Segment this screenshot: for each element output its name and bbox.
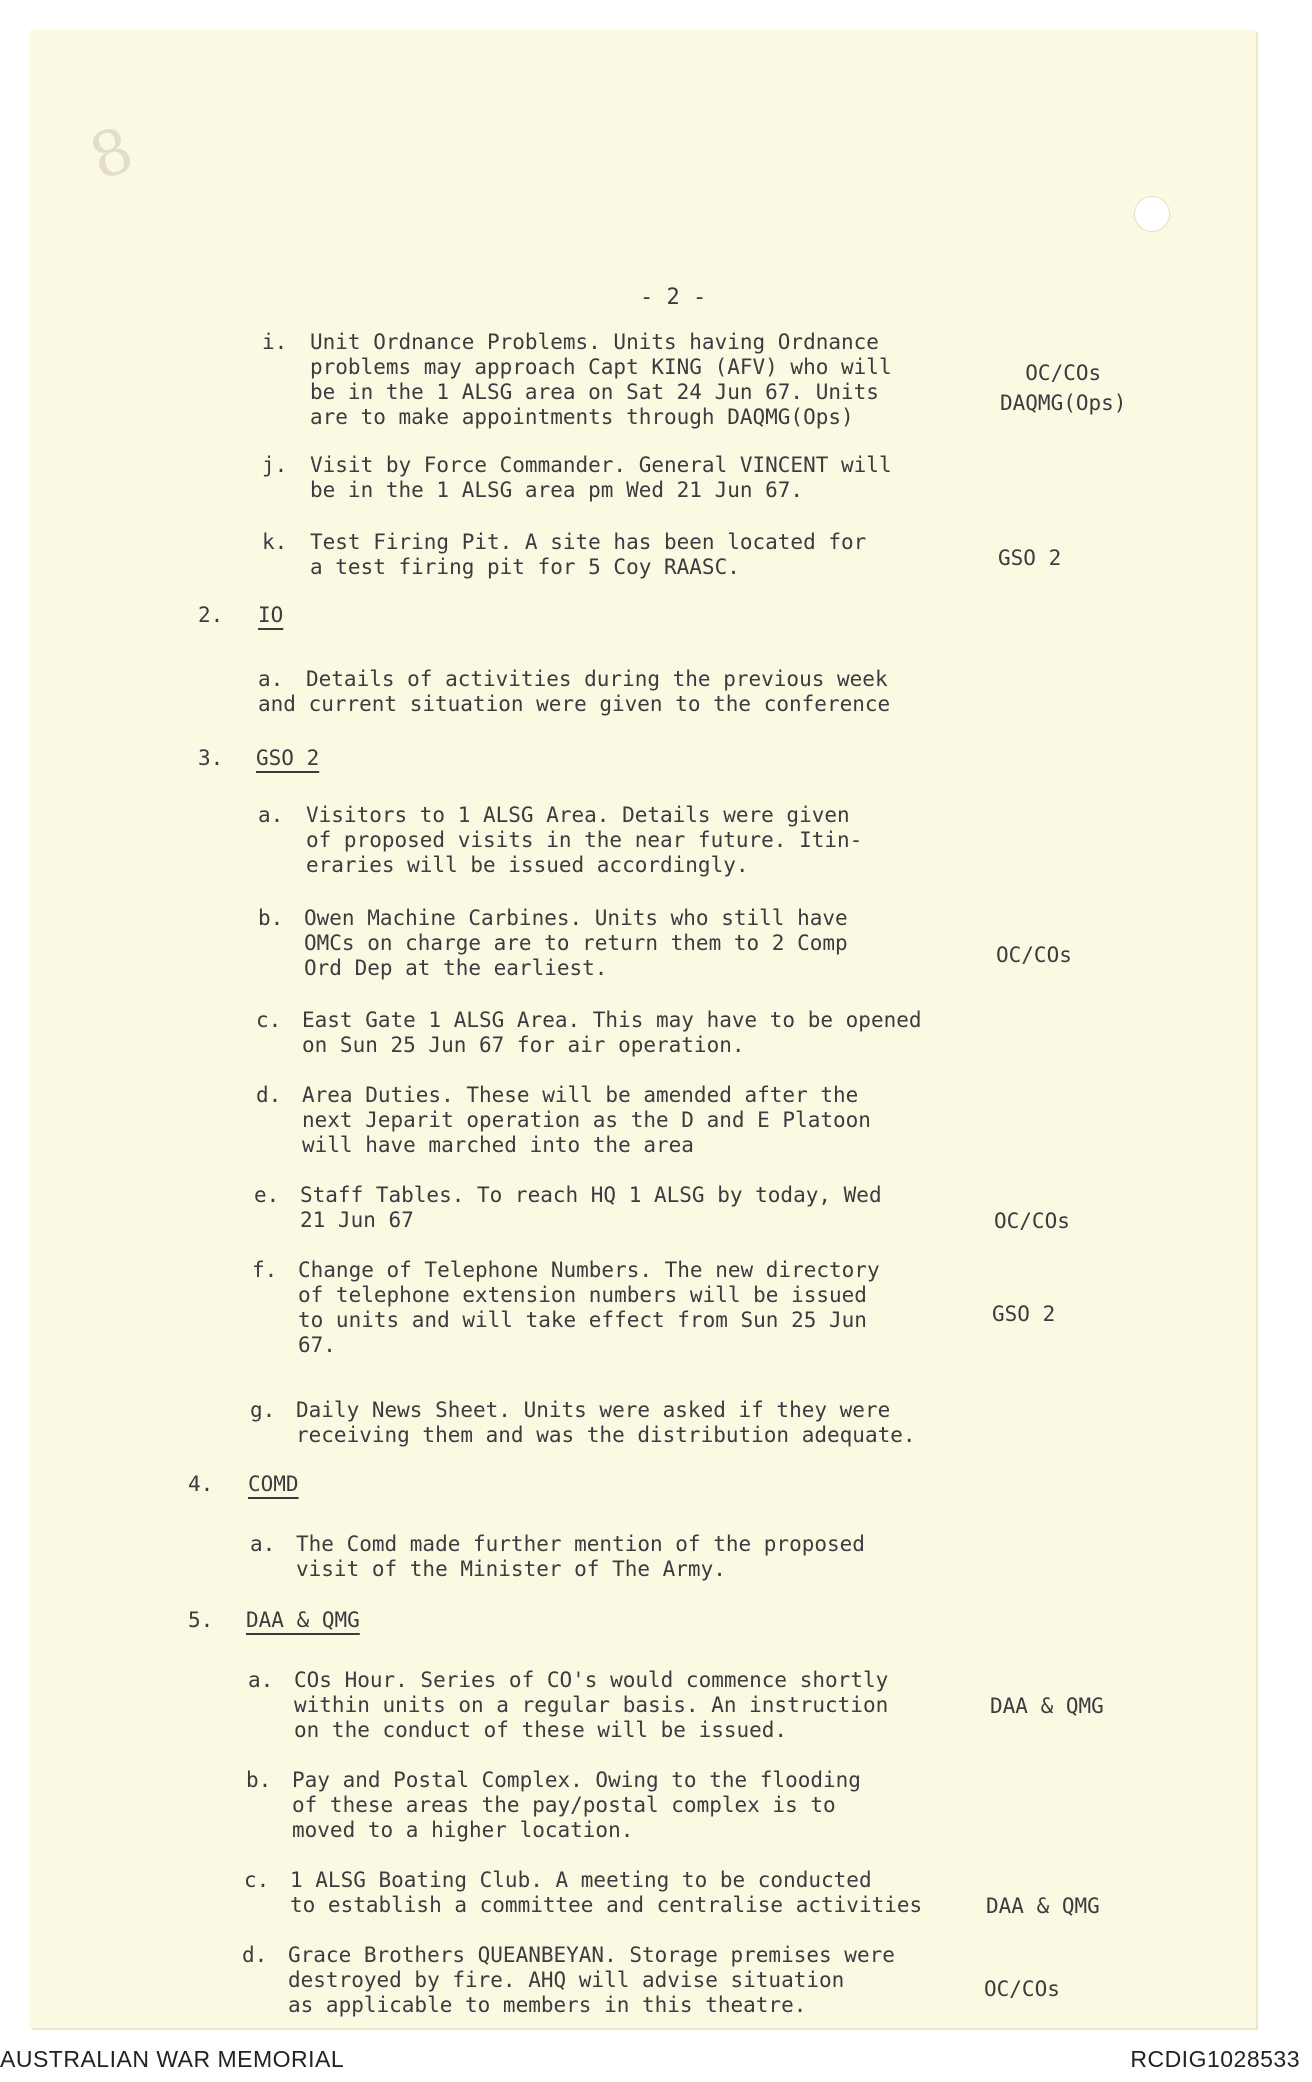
item-text-line: East Gate 1 ALSG Area. This may have to be opened: [302, 1008, 922, 1032]
item-text-line: receiving them and was the distribution adequate.: [296, 1423, 916, 1447]
item-text-line: as applicable to members in this theatre.: [288, 1993, 807, 2017]
item-text-line: Grace Brothers QUEANBEYAN. Storage premises were: [288, 1943, 895, 1967]
footer-source-label: AUSTRALIAN WAR MEMORIAL: [0, 2046, 345, 2072]
item-text-line: on the conduct of these will be issued.: [294, 1718, 788, 1742]
section-heading: IO: [258, 603, 284, 627]
item-marker: c.: [256, 1008, 282, 1032]
page-number: - 2 -: [640, 285, 707, 310]
item-text-line: Ord Dep at the earliest.: [304, 956, 608, 980]
item-text-line: will have marched into the area: [302, 1133, 694, 1157]
item-marker: b.: [246, 1768, 272, 1792]
item-text-line: be in the 1 ALSG area on Sat 24 Jun 67. Units: [310, 380, 879, 404]
section-number: 2.: [198, 603, 224, 627]
section-heading: GSO 2: [256, 746, 320, 770]
action-column-entry: GSO 2: [992, 1302, 1056, 1326]
action-column-entry: OC/COs DAQMG(Ops): [1000, 361, 1127, 415]
item-text-line: Change of Telephone Numbers. The new directory: [298, 1258, 880, 1282]
item-text-line: Visitors to 1 ALSG Area. Details were given: [306, 803, 850, 827]
item-text-line: to units and will take effect from Sun 25 Jun: [298, 1308, 867, 1332]
section-number: 5.: [188, 1608, 214, 1632]
item-text-line: Details of activities during the previous week: [306, 667, 888, 691]
item-text-line: Test Firing Pit. A site has been located for: [310, 530, 867, 554]
item-text-line: Area Duties. These will be amended after the: [302, 1083, 859, 1107]
item-marker: a.: [248, 1668, 274, 1692]
item-text-line: visit of the Minister of The Army.: [296, 1557, 726, 1581]
item-text-line: 67.: [298, 1333, 336, 1357]
item-text-line: of telephone extension numbers will be issued: [298, 1283, 867, 1307]
item-marker: a.: [250, 1532, 276, 1556]
item-text-line: are to make appointments through DAQMG(Ops): [310, 405, 854, 429]
item-text-line: Unit Ordnance Problems. Units having Ordnance: [310, 330, 879, 354]
item-text-line: Pay and Postal Complex. Owing to the flooding: [292, 1768, 861, 1792]
section-heading: DAA & QMG: [246, 1608, 360, 1632]
item-text-line: COs Hour. Series of CO's would commence shortly: [294, 1668, 889, 1692]
item-text-line: 1 ALSG Boating Club. A meeting to be conducted: [290, 1868, 872, 1892]
item-marker: e.: [254, 1183, 280, 1207]
item-text-line: be in the 1 ALSG area pm Wed 21 Jun 67.: [310, 478, 804, 502]
item-marker: c.: [244, 1868, 270, 1892]
item-text-line: next Jeparit operation as the D and E Platoon: [302, 1108, 871, 1132]
item-text-line: and current situation were given to the conference: [258, 692, 891, 716]
item-text-line: of these areas the pay/postal complex is to: [292, 1793, 836, 1817]
pencil-annotation-mark: 8: [80, 112, 143, 195]
action-column-entry: OC/COs: [984, 1977, 1060, 2001]
item-text-line: problems may approach Capt KING (AFV) who will: [310, 355, 892, 379]
item-marker: i.: [262, 330, 288, 354]
action-column-entry: DAA & QMG: [990, 1694, 1104, 1718]
item-marker: f.: [252, 1258, 278, 1282]
punch-hole: [1134, 196, 1170, 232]
section-number: 4.: [188, 1472, 214, 1496]
document-page: [30, 30, 1256, 2028]
item-text-line: a test firing pit for 5 Coy RAASC.: [310, 555, 740, 579]
item-text-line: OMCs on charge are to return them to 2 Comp: [304, 931, 848, 955]
item-text-line: moved to a higher location.: [292, 1818, 634, 1842]
item-marker: a.: [258, 803, 284, 827]
item-marker: j.: [262, 453, 288, 477]
item-text-line: of proposed visits in the near future. Itin-: [306, 828, 863, 852]
item-marker: b.: [258, 906, 284, 930]
item-text-line: within units on a regular basis. An instruction: [294, 1693, 889, 1717]
action-column-entry: OC/COs: [996, 943, 1072, 967]
item-marker: g.: [250, 1398, 276, 1422]
item-marker: d.: [256, 1083, 282, 1107]
action-column-entry: DAA & QMG: [986, 1894, 1100, 1918]
item-text-line: Owen Machine Carbines. Units who still have: [304, 906, 848, 930]
footer-record-id: RCDIG1028533: [1130, 2046, 1300, 2072]
item-text-line: 21 Jun 67: [300, 1208, 414, 1232]
item-text-line: The Comd made further mention of the proposed: [296, 1532, 865, 1556]
item-text-line: Daily News Sheet. Units were asked if they were: [296, 1398, 891, 1422]
item-text-line: Visit by Force Commander. General VINCENT will: [310, 453, 892, 477]
item-marker: k.: [262, 530, 288, 554]
item-text-line: on Sun 25 Jun 67 for air operation.: [302, 1033, 745, 1057]
section-number: 3.: [198, 746, 224, 770]
item-marker: a.: [258, 667, 284, 691]
item-text-line: destroyed by fire. AHQ will advise situation: [288, 1968, 845, 1992]
action-column-entry: GSO 2: [998, 546, 1062, 570]
item-marker: d.: [242, 1943, 268, 1967]
item-text-line: eraries will be issued accordingly.: [306, 853, 749, 877]
section-heading: COMD: [248, 1472, 299, 1496]
item-text-line: to establish a committee and centralise activities: [290, 1893, 923, 1917]
item-text-line: Staff Tables. To reach HQ 1 ALSG by today, Wed: [300, 1183, 882, 1207]
action-column-entry: OC/COs: [994, 1209, 1070, 1233]
